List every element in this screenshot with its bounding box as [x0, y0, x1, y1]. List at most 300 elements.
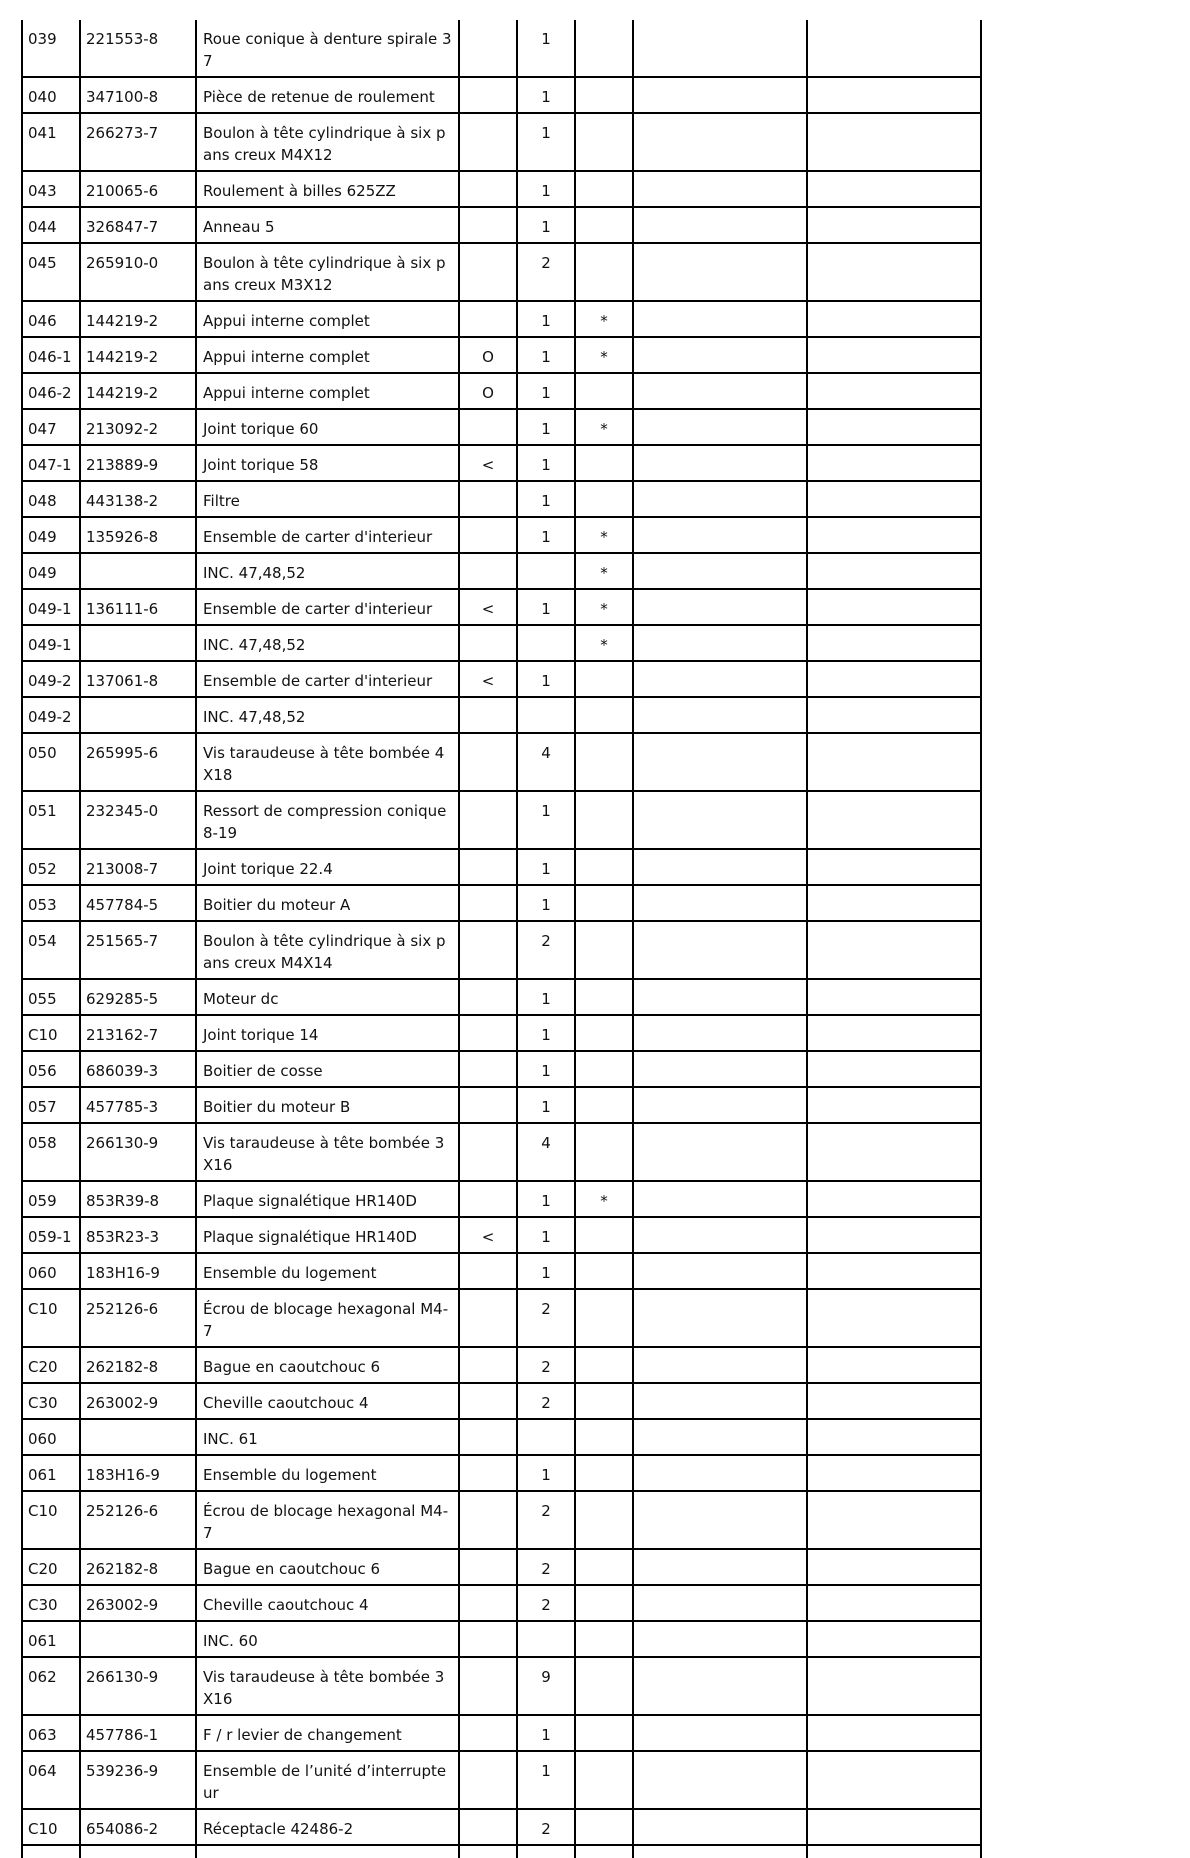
cell-note-a [633, 921, 807, 979]
cell-item-no: C20 [22, 1347, 80, 1383]
cell-description: Bague en caoutchouc 6 [196, 1549, 459, 1585]
cell-note-a [633, 661, 807, 697]
cell-empty [459, 1845, 517, 1858]
cell-item-no: 061 [22, 1621, 80, 1657]
cell-quantity: 1 [517, 885, 575, 921]
cell-note-a [633, 1123, 807, 1181]
cell-marker: * [575, 301, 633, 337]
cell-symbol: < [459, 445, 517, 481]
cell-description: Vis taraudeuse à tête bombée 3X16 [196, 1123, 459, 1181]
cell-quantity: 1 [517, 373, 575, 409]
cell-note-b [807, 791, 981, 849]
cell-description: Joint torique 60 [196, 409, 459, 445]
cell-quantity: 4 [517, 733, 575, 791]
cell-item-no: 049 [22, 553, 80, 589]
table-row [22, 1809, 981, 1845]
cell-note-a [633, 791, 807, 849]
cell-quantity [517, 553, 575, 589]
cell-note-b [807, 849, 981, 885]
cell-part-no: 263002-9 [80, 1383, 196, 1419]
cell-symbol [459, 1383, 517, 1419]
cell-quantity [517, 1621, 575, 1657]
cell-empty [807, 1845, 981, 1858]
cell-item-no: 063 [22, 1715, 80, 1751]
cell-part-no [80, 1419, 196, 1455]
cell-description: Roulement à billes 625ZZ [196, 171, 459, 207]
cell-note-a [633, 697, 807, 733]
cell-symbol [459, 733, 517, 791]
cell-marker: * [575, 553, 633, 589]
cell-symbol: O [459, 373, 517, 409]
cell-marker [575, 697, 633, 733]
cell-item-no: C10 [22, 1491, 80, 1549]
cell-quantity: 2 [517, 243, 575, 301]
table-row-cutoff [22, 1845, 981, 1858]
cell-note-b [807, 589, 981, 625]
table-row [22, 1621, 981, 1657]
cell-note-a [633, 445, 807, 481]
cell-note-b [807, 1217, 981, 1253]
cell-note-b [807, 1809, 981, 1845]
cell-part-no: 457784-5 [80, 885, 196, 921]
cell-note-b [807, 1123, 981, 1181]
cell-marker [575, 1491, 633, 1549]
cell-symbol [459, 885, 517, 921]
cell-note-a [633, 171, 807, 207]
cell-note-b [807, 207, 981, 243]
cell-description: Appui interne complet [196, 337, 459, 373]
cell-symbol [459, 481, 517, 517]
cell-item-no: 051 [22, 791, 80, 849]
table-row [22, 1549, 981, 1585]
table-row [22, 1455, 981, 1491]
cell-quantity: 1 [517, 445, 575, 481]
cell-quantity: 1 [517, 1051, 575, 1087]
cell-part-no: 539236-9 [80, 1751, 196, 1809]
cell-note-b [807, 1585, 981, 1621]
cell-part-no: 265910-0 [80, 243, 196, 301]
cell-part-no: 265995-6 [80, 733, 196, 791]
cell-part-no: 144219-2 [80, 337, 196, 373]
cell-note-a [633, 849, 807, 885]
cell-description: INC. 60 [196, 1621, 459, 1657]
cell-description: Boulon à tête cylindrique à six pans creux M4X12 [196, 113, 459, 171]
cell-symbol [459, 1015, 517, 1051]
cell-symbol: < [459, 589, 517, 625]
cell-empty [196, 1845, 459, 1858]
cell-note-b [807, 1051, 981, 1087]
cell-symbol: < [459, 661, 517, 697]
cell-description: Boitier du moteur B [196, 1087, 459, 1123]
table-row [22, 1123, 981, 1181]
table-row [22, 1585, 981, 1621]
cell-marker: * [575, 517, 633, 553]
cell-item-no: 049-2 [22, 661, 80, 697]
table-row [22, 243, 981, 301]
cell-symbol [459, 1123, 517, 1181]
cell-description: Ensemble du logement [196, 1253, 459, 1289]
cell-quantity: 1 [517, 1087, 575, 1123]
cell-part-no: 326847-7 [80, 207, 196, 243]
cell-symbol [459, 20, 517, 77]
cell-symbol [459, 301, 517, 337]
cell-marker [575, 1657, 633, 1715]
cell-description: Appui interne complet [196, 373, 459, 409]
cell-symbol: < [459, 1217, 517, 1253]
cell-quantity: 1 [517, 517, 575, 553]
table-row [22, 979, 981, 1015]
cell-note-b [807, 733, 981, 791]
cell-part-no: 183H16-9 [80, 1455, 196, 1491]
table-row [22, 1383, 981, 1419]
cell-quantity: 1 [517, 1253, 575, 1289]
cell-symbol [459, 849, 517, 885]
cell-note-a [633, 625, 807, 661]
cell-note-a [633, 1491, 807, 1549]
cell-marker [575, 20, 633, 77]
cell-description: Boitier de cosse [196, 1051, 459, 1087]
cell-quantity: 1 [517, 1015, 575, 1051]
cell-part-no: 213889-9 [80, 445, 196, 481]
cell-description: Boitier du moteur A [196, 885, 459, 921]
cell-note-a [633, 979, 807, 1015]
table-row [22, 553, 981, 589]
cell-quantity [517, 625, 575, 661]
cell-symbol [459, 409, 517, 445]
cell-note-b [807, 301, 981, 337]
cell-item-no: 057 [22, 1087, 80, 1123]
cell-description: Ensemble de carter d'interieur [196, 661, 459, 697]
cell-empty [22, 1845, 80, 1858]
cell-marker [575, 1715, 633, 1751]
cell-part-no: 853R23-3 [80, 1217, 196, 1253]
cell-item-no: 047 [22, 409, 80, 445]
cell-symbol [459, 625, 517, 661]
cell-description: INC. 47,48,52 [196, 553, 459, 589]
cell-description: INC. 61 [196, 1419, 459, 1455]
cell-note-a [633, 337, 807, 373]
cell-item-no: 056 [22, 1051, 80, 1087]
table-row [22, 791, 981, 849]
cell-item-no: 043 [22, 171, 80, 207]
cell-marker [575, 1585, 633, 1621]
cell-symbol [459, 77, 517, 113]
cell-note-b [807, 1383, 981, 1419]
cell-note-a [633, 409, 807, 445]
cell-description: Ressort de compression conique 8-19 [196, 791, 459, 849]
cell-part-no: 853R39-8 [80, 1181, 196, 1217]
table-row [22, 849, 981, 885]
cell-item-no: 060 [22, 1419, 80, 1455]
cell-item-no: 045 [22, 243, 80, 301]
cell-note-b [807, 697, 981, 733]
cell-description: Ensemble de carter d'interieur [196, 517, 459, 553]
cell-note-b [807, 885, 981, 921]
cell-quantity: 1 [517, 171, 575, 207]
cell-description: Pièce de retenue de roulement [196, 77, 459, 113]
cell-symbol [459, 979, 517, 1015]
cell-marker: * [575, 589, 633, 625]
cell-symbol [459, 1715, 517, 1751]
cell-part-no [80, 697, 196, 733]
cell-description: Roue conique à denture spirale 37 [196, 20, 459, 77]
cell-part-no: 135926-8 [80, 517, 196, 553]
cell-note-a [633, 301, 807, 337]
parts-list-body [22, 20, 981, 1858]
cell-note-a [633, 1383, 807, 1419]
cell-note-a [633, 733, 807, 791]
cell-quantity: 2 [517, 1347, 575, 1383]
cell-symbol [459, 207, 517, 243]
cell-marker [575, 113, 633, 171]
cell-part-no [80, 1621, 196, 1657]
cell-marker [575, 207, 633, 243]
cell-item-no: 053 [22, 885, 80, 921]
cell-symbol [459, 1809, 517, 1845]
cell-marker [575, 1289, 633, 1347]
cell-note-b [807, 1347, 981, 1383]
cell-description: Cheville caoutchouc 4 [196, 1585, 459, 1621]
cell-description: Boulon à tête cylindrique à six pans creux M3X12 [196, 243, 459, 301]
cell-note-b [807, 979, 981, 1015]
cell-symbol [459, 1253, 517, 1289]
table-row [22, 337, 981, 373]
cell-symbol [459, 791, 517, 849]
cell-item-no: C30 [22, 1585, 80, 1621]
table-row [22, 20, 981, 77]
cell-description: Plaque signalétique HR140D [196, 1181, 459, 1217]
cell-item-no: 040 [22, 77, 80, 113]
cell-marker [575, 921, 633, 979]
table-row [22, 1253, 981, 1289]
cell-description: Cheville caoutchouc 4 [196, 1383, 459, 1419]
cell-symbol [459, 517, 517, 553]
cell-item-no: 041 [22, 113, 80, 171]
cell-note-b [807, 1491, 981, 1549]
cell-note-b [807, 409, 981, 445]
cell-note-b [807, 625, 981, 661]
cell-item-no: 046-1 [22, 337, 80, 373]
table-row [22, 661, 981, 697]
cell-marker [575, 1087, 633, 1123]
cell-note-a [633, 1715, 807, 1751]
cell-description: Vis taraudeuse à tête bombée 4X18 [196, 733, 459, 791]
cell-part-no: 252126-6 [80, 1491, 196, 1549]
cell-marker [575, 979, 633, 1015]
cell-symbol: O [459, 337, 517, 373]
cell-note-a [633, 1455, 807, 1491]
cell-description: INC. 47,48,52 [196, 625, 459, 661]
cell-marker [575, 791, 633, 849]
cell-description: Joint torique 14 [196, 1015, 459, 1051]
cell-symbol [459, 113, 517, 171]
cell-symbol [459, 1289, 517, 1347]
cell-note-a [633, 1549, 807, 1585]
cell-note-b [807, 1455, 981, 1491]
table-row [22, 171, 981, 207]
table-row [22, 589, 981, 625]
cell-quantity [517, 1419, 575, 1455]
cell-symbol [459, 1087, 517, 1123]
cell-symbol [459, 1491, 517, 1549]
table-row [22, 409, 981, 445]
cell-description: INC. 47,48,52 [196, 697, 459, 733]
cell-marker [575, 1419, 633, 1455]
cell-item-no: 060 [22, 1253, 80, 1289]
cell-quantity: 9 [517, 1657, 575, 1715]
cell-note-a [633, 1087, 807, 1123]
cell-quantity: 1 [517, 20, 575, 77]
cell-empty [517, 1845, 575, 1858]
cell-quantity: 2 [517, 1289, 575, 1347]
cell-item-no: C30 [22, 1383, 80, 1419]
cell-symbol [459, 171, 517, 207]
cell-part-no: 457785-3 [80, 1087, 196, 1123]
cell-part-no: 629285-5 [80, 979, 196, 1015]
table-row [22, 1181, 981, 1217]
cell-item-no: C10 [22, 1289, 80, 1347]
table-row [22, 885, 981, 921]
cell-note-b [807, 20, 981, 77]
cell-description: Filtre [196, 481, 459, 517]
cell-note-b [807, 921, 981, 979]
cell-note-a [633, 20, 807, 77]
cell-note-a [633, 1015, 807, 1051]
cell-note-b [807, 1715, 981, 1751]
cell-part-no: 251565-7 [80, 921, 196, 979]
cell-quantity: 1 [517, 1181, 575, 1217]
cell-empty [633, 1845, 807, 1858]
cell-item-no: 049-1 [22, 625, 80, 661]
table-row [22, 373, 981, 409]
cell-quantity: 1 [517, 1217, 575, 1253]
cell-description: Moteur dc [196, 979, 459, 1015]
cell-description: Plaque signalétique HR140D [196, 1217, 459, 1253]
cell-note-a [633, 1347, 807, 1383]
cell-symbol [459, 1585, 517, 1621]
cell-symbol [459, 553, 517, 589]
cell-note-a [633, 1419, 807, 1455]
cell-description: Anneau 5 [196, 207, 459, 243]
cell-note-a [633, 207, 807, 243]
cell-note-a [633, 481, 807, 517]
cell-item-no: 049-2 [22, 697, 80, 733]
cell-marker [575, 1123, 633, 1181]
cell-item-no: 058 [22, 1123, 80, 1181]
cell-item-no: 061 [22, 1455, 80, 1491]
table-row [22, 445, 981, 481]
cell-note-a [633, 1657, 807, 1715]
cell-quantity: 1 [517, 207, 575, 243]
cell-item-no: C10 [22, 1809, 80, 1845]
cell-quantity: 1 [517, 979, 575, 1015]
cell-note-b [807, 1621, 981, 1657]
cell-symbol [459, 1657, 517, 1715]
cell-quantity: 2 [517, 1549, 575, 1585]
cell-note-b [807, 445, 981, 481]
table-row [22, 301, 981, 337]
cell-symbol [459, 1051, 517, 1087]
cell-item-no: 048 [22, 481, 80, 517]
cell-item-no: 047-1 [22, 445, 80, 481]
cell-part-no: 266130-9 [80, 1123, 196, 1181]
cell-note-a [633, 1289, 807, 1347]
cell-note-b [807, 661, 981, 697]
cell-description: Écrou de blocage hexagonal M4-7 [196, 1491, 459, 1549]
cell-note-a [633, 113, 807, 171]
cell-symbol [459, 1347, 517, 1383]
cell-note-a [633, 517, 807, 553]
cell-note-b [807, 1015, 981, 1051]
cell-item-no: 046-2 [22, 373, 80, 409]
cell-item-no: 055 [22, 979, 80, 1015]
cell-marker [575, 243, 633, 301]
cell-description: Ensemble du logement [196, 1455, 459, 1491]
cell-marker: * [575, 409, 633, 445]
cell-symbol [459, 1455, 517, 1491]
cell-note-b [807, 337, 981, 373]
cell-description: Écrou de blocage hexagonal M4-7 [196, 1289, 459, 1347]
table-row [22, 1657, 981, 1715]
cell-part-no: 183H16-9 [80, 1253, 196, 1289]
cell-part-no: 213162-7 [80, 1015, 196, 1051]
cell-note-a [633, 1751, 807, 1809]
table-row [22, 113, 981, 171]
parts-list-table [21, 20, 982, 1858]
cell-description: Ensemble de l’unité d’interrupteur [196, 1751, 459, 1809]
cell-marker [575, 849, 633, 885]
table-row [22, 1289, 981, 1347]
cell-marker [575, 1455, 633, 1491]
cell-quantity: 1 [517, 481, 575, 517]
cell-note-a [633, 1809, 807, 1845]
cell-note-b [807, 243, 981, 301]
table-row [22, 921, 981, 979]
cell-item-no: 046 [22, 301, 80, 337]
cell-symbol [459, 1621, 517, 1657]
table-row [22, 1751, 981, 1809]
cell-marker [575, 1383, 633, 1419]
table-row [22, 1491, 981, 1549]
cell-note-b [807, 1419, 981, 1455]
cell-part-no: 686039-3 [80, 1051, 196, 1087]
cell-empty [575, 1845, 633, 1858]
cell-marker [575, 1051, 633, 1087]
table-row [22, 1217, 981, 1253]
cell-quantity: 1 [517, 791, 575, 849]
cell-part-no: 262182-8 [80, 1549, 196, 1585]
cell-quantity: 2 [517, 921, 575, 979]
cell-part-no: 266130-9 [80, 1657, 196, 1715]
cell-quantity: 4 [517, 1123, 575, 1181]
cell-marker [575, 1549, 633, 1585]
table-row [22, 481, 981, 517]
cell-description: Boulon à tête cylindrique à six pans creux M4X14 [196, 921, 459, 979]
cell-part-no: 221553-8 [80, 20, 196, 77]
cell-description: Réceptacle 42486-2 [196, 1809, 459, 1845]
cell-item-no: 050 [22, 733, 80, 791]
cell-note-a [633, 1181, 807, 1217]
cell-description: Bague en caoutchouc 6 [196, 1347, 459, 1383]
cell-part-no: 263002-9 [80, 1585, 196, 1621]
cell-marker: * [575, 337, 633, 373]
cell-description: Ensemble de carter d'interieur [196, 589, 459, 625]
cell-part-no: 144219-2 [80, 301, 196, 337]
table-row [22, 77, 981, 113]
cell-part-no: 266273-7 [80, 113, 196, 171]
cell-part-no: 232345-0 [80, 791, 196, 849]
cell-note-b [807, 77, 981, 113]
